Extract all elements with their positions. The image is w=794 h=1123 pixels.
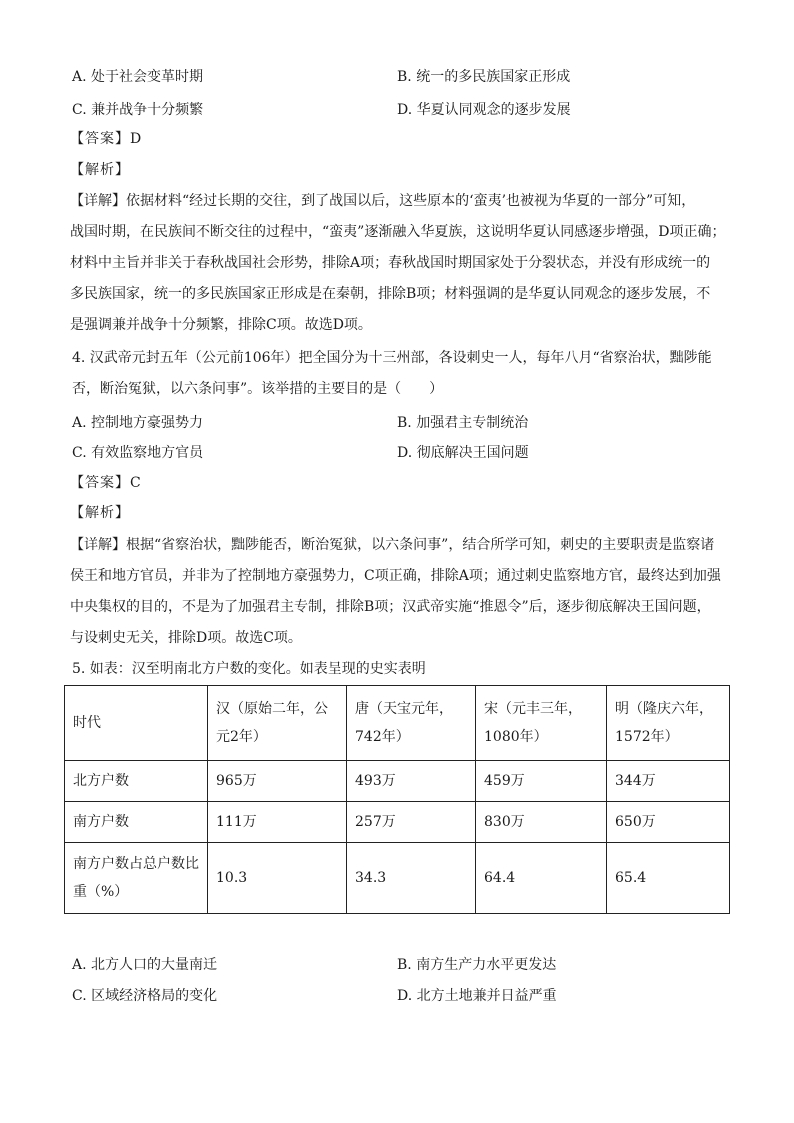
table-cell: 65.4: [607, 843, 730, 914]
table-cell: 南方户数占总户数比重（%）: [65, 843, 208, 914]
q3-answer: 【答案】D: [70, 131, 143, 147]
table-cell: 344万: [607, 761, 730, 802]
q4-stem-line: 4. 汉武帝元封五年（公元前106年）把全国分为十三州部，各设刺史一人，每年八月“省察治状，黜陟能: [72, 350, 712, 366]
q3-option-d: D. 华夏认同观念的逐步发展: [397, 102, 571, 118]
table-cell: 493万: [347, 761, 476, 802]
q3-detail: [70, 186, 726, 341]
q4-option-b: B. 加强君主专制统治: [397, 415, 529, 431]
q3-detail-line: 是强调兼并战争十分频繁，排除C项。故选D项。: [70, 317, 372, 333]
q4-stem-line: 否，断治冤狱，以六条问事”。该举措的主要目的是（ ）: [72, 381, 444, 397]
table-cell: 965万: [208, 761, 347, 802]
q3-option-c: C. 兼并战争十分频繁: [72, 102, 204, 118]
table-cell: 南方户数: [65, 802, 208, 843]
q3-detail-line: 多民族国家，统一的多民族国家正形成是在秦朝，排除B项；材料强调的是华夏认同观念的逐步发展，不: [70, 286, 711, 302]
q3-option-a: A. 处于社会变革时期: [72, 69, 204, 85]
q3-detail-line: 材料中主旨并非关于春秋战国社会形势，排除A项；春秋战国时期国家处于分裂状态，并没有形成统一的: [70, 255, 711, 271]
table-header-cell: 明（隆庆六年，1572年）: [607, 686, 730, 761]
table-cell: 459万: [476, 761, 607, 802]
q3-detail-line: 【详解】依据材料“经过长期的交往，到了战国以后，这些原本的‘蛮夷’也被视为华夏的一部分”可知，: [70, 193, 696, 209]
table-header-cell: 宋（元丰三年，1080年）: [476, 686, 607, 761]
q4-detail-line: 与设刺史无关，排除D项。故选C项。: [70, 630, 302, 646]
q5-option-a: A. 北方人口的大量南迁: [72, 957, 218, 973]
table-cell: 10.3: [208, 843, 347, 914]
table-cell: 北方户数: [65, 761, 208, 802]
q4-option-a: A. 控制地方豪强势力: [72, 415, 204, 431]
q4-analysis-heading: 【解析】: [70, 505, 130, 521]
q4-detail-line: 中央集权的目的，不是为了加强君主专制，排除B项；汉武帝实施“推恩令”后，逐步彻底解决王国问题，: [70, 599, 711, 615]
table-row: [65, 802, 730, 843]
q4-option-d: D. 彻底解决王国问题: [397, 445, 529, 461]
q5-option-b: B. 南方生产力水平更发达: [397, 957, 557, 973]
table-header-cell: 汉（原始二年，公元2年）: [208, 686, 347, 761]
q5-option-c: C. 区域经济格局的变化: [72, 988, 218, 1004]
table-row: [65, 761, 730, 802]
table-cell: 650万: [607, 802, 730, 843]
table-header-cell: 时代: [65, 686, 208, 761]
q4-stem: [72, 343, 728, 405]
q4-answer: 【答案】C: [70, 475, 142, 491]
q5-stem: 5. 如表：汉至明南北方户数的变化。如表呈现的史实表明: [72, 661, 426, 677]
table-cell: 34.3: [347, 843, 476, 914]
q3-detail-line: 战国时期，在民族间不断交往的过程中，“蛮夷”逐渐融入华夏族，这说明华夏认同感逐步增强，D项正确；: [70, 224, 726, 240]
q4-detail-line: 侯王和地方官员，并非为了控制地方豪强势力，C项正确，排除A项；通过刺史监察地方官，最终达到加强: [70, 568, 721, 584]
table-header-cell: 唐（天宝元年，742年）: [347, 686, 476, 761]
q5-option-d: D. 北方土地兼并日益严重: [397, 988, 557, 1004]
q4-detail: [70, 530, 726, 654]
q3-option-b: B. 统一的多民族国家正形成: [397, 69, 571, 85]
table-cell: 111万: [208, 802, 347, 843]
table-row: [65, 843, 730, 914]
q3-analysis-heading: 【解析】: [70, 162, 130, 178]
q4-option-c: C. 有效监察地方官员: [72, 445, 204, 461]
table-cell: 64.4: [476, 843, 607, 914]
table-cell: 830万: [476, 802, 607, 843]
table-header-row: [65, 686, 730, 761]
household-table: [64, 685, 730, 914]
q4-detail-line: 【详解】根据“省察治状，黜陟能否，断治冤狱，以六条问事”，结合所学可知，刺史的主要职责是监察诸: [70, 537, 715, 553]
table-cell: 257万: [347, 802, 476, 843]
